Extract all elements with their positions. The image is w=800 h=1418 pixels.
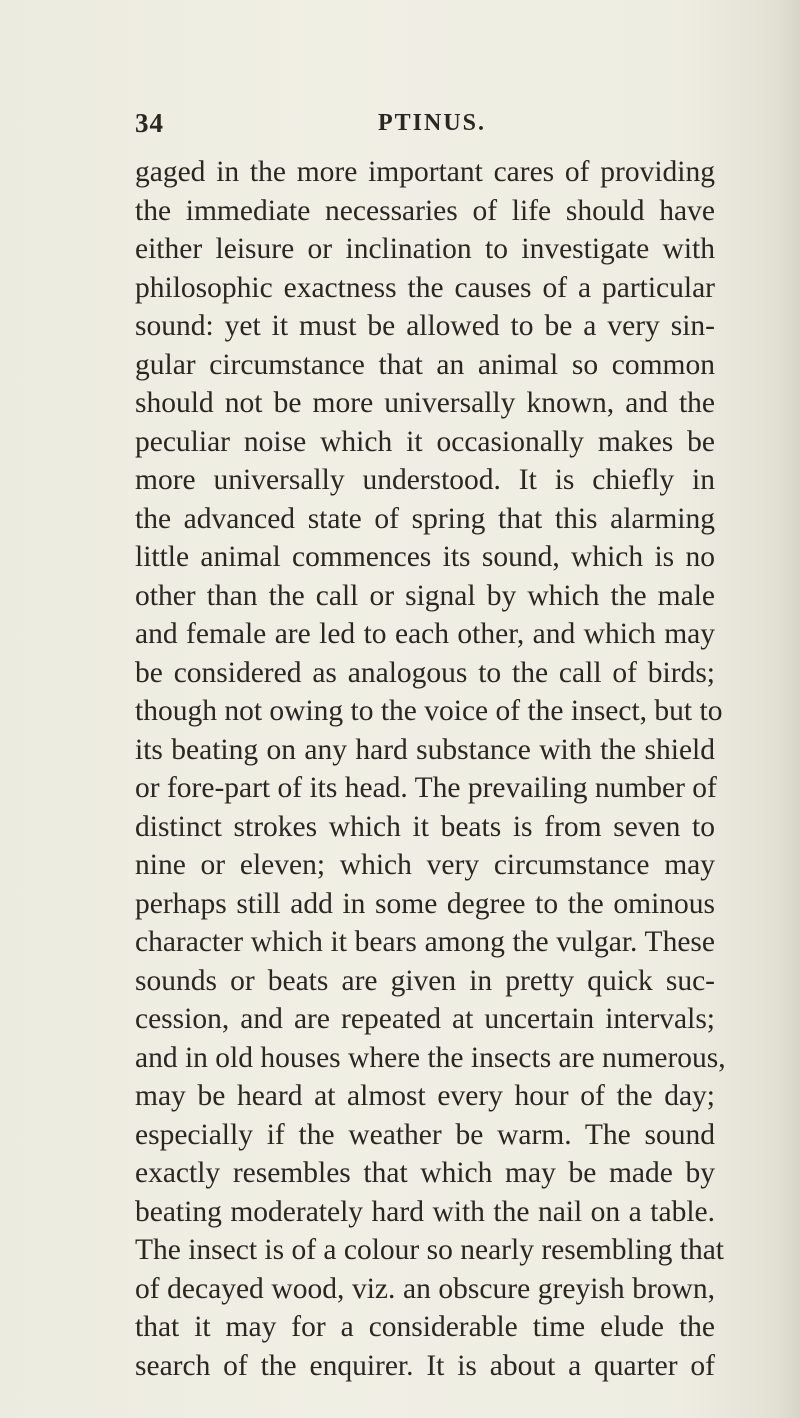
body-text bbox=[135, 153, 726, 1385]
text-line: and female are led to each other, and which may bbox=[135, 618, 715, 650]
text-line: of decayed wood, viz. an obscure greyish brown, bbox=[135, 1272, 715, 1305]
running-head: PTINUS. bbox=[378, 110, 487, 136]
text-line: more universally understood. It is chiefly in bbox=[135, 464, 715, 496]
text-line: or fore-part of its head. The prevailing number of bbox=[135, 772, 717, 804]
text-line: cession, and are repeated at uncertain intervals; bbox=[135, 1003, 715, 1035]
text-line: either leisure or inclination to investigate with bbox=[135, 233, 715, 265]
text-line: little animal commences its sound, which is no bbox=[135, 541, 715, 573]
text-line: may be heard at almost every hour of the day; bbox=[135, 1080, 715, 1112]
text-line: especially if the weather be warm. The sound bbox=[135, 1118, 715, 1151]
text-line: The insect is of a colour so nearly resembling that bbox=[135, 1234, 725, 1266]
page-header bbox=[135, 108, 695, 140]
text-line: philosophic exactness the causes of a particular bbox=[135, 271, 715, 304]
text-line: gaged in the more important cares of providing bbox=[135, 156, 715, 188]
text-line: and in old houses where the insects are numerous, bbox=[135, 1041, 726, 1074]
text-line: exactly resembles that which may be made by bbox=[135, 1157, 715, 1189]
text-line: the advanced state of spring that this alarming bbox=[135, 502, 715, 535]
text-line: perhaps still add in some degree to the ominous bbox=[135, 887, 715, 920]
text-line: sound: yet it must be allowed to be a very sin- bbox=[135, 310, 715, 342]
text-line: beating moderately hard with the nail on a table. bbox=[135, 1195, 715, 1228]
text-line: should not be more universally known, and the bbox=[135, 387, 715, 419]
text-line: distinct strokes which it beats is from seven to bbox=[135, 810, 715, 843]
text-line: its beating on any hard substance with the shield bbox=[135, 733, 715, 766]
text-line: the immediate necessaries of life should have bbox=[135, 194, 715, 227]
text-line: peculiar noise which it occasionally makes be bbox=[135, 425, 715, 458]
text-line: other than the call or signal by which the male bbox=[135, 579, 715, 612]
text-line: though not owing to the voice of the insect, but to bbox=[135, 695, 723, 727]
text-line: search of the enquirer. It is about a quarter of bbox=[135, 1349, 715, 1382]
text-line: be considered as analogous to the call of birds; bbox=[135, 656, 715, 689]
page-number: 34 bbox=[135, 108, 164, 138]
text-line: that it may for a considerable time elude the bbox=[135, 1311, 715, 1343]
text-line: gular circumstance that an animal so common bbox=[135, 348, 715, 381]
text-line: character which it bears among the vulgar. These bbox=[135, 926, 715, 958]
text-line: sounds or beats are given in pretty quick suc- bbox=[135, 964, 715, 997]
text-line: nine or eleven; which very circumstance may bbox=[135, 849, 715, 881]
